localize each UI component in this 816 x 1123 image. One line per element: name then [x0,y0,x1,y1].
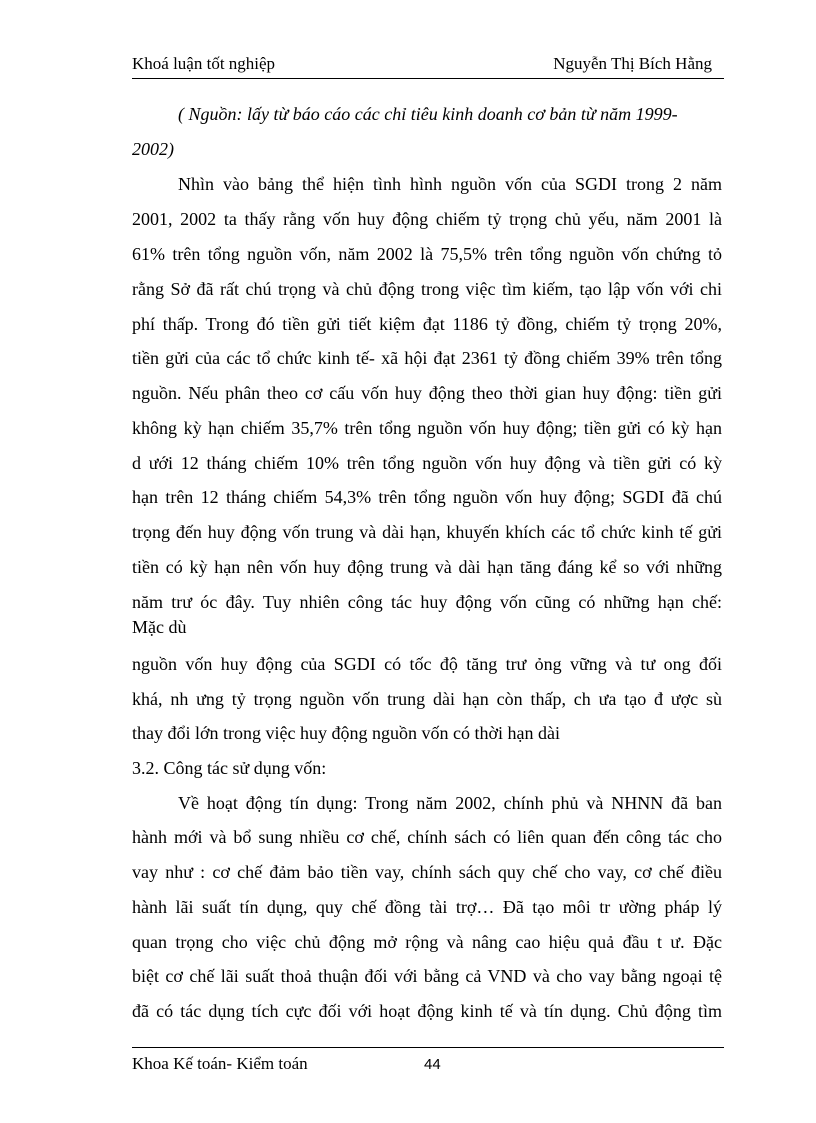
body-line: thay đổi lớn trong việc huy động nguồn vốn có thời hạn dài [132,723,560,743]
body-line: 2001, 2002 ta thấy rằng vốn huy động chiếm tỷ trọng chủ yếu, năm 2001 là [132,209,722,229]
header-author: Nguyễn Thị Bích Hằng [553,54,712,73]
header-thesis-title: Khoá luận tốt nghiệp [132,54,276,73]
body-line: khá, nh ưng tỷ trọng nguồn vốn trung dài hạn còn thấp, ch ưa tạo đ ược sù [132,689,722,709]
body-line: Mặc dù [132,617,187,637]
body-line: nguồn vốn huy động của SGDI có tốc độ tăng trư ỏng vững và tư ong đối [132,654,722,674]
body-line: nguồn. Nếu phân theo cơ cấu vốn huy động theo thời gian huy động: tiền gửi [132,383,722,403]
body-line: năm trư óc đây. Tuy nhiên công tác huy động vốn cũng có những hạn chế: [132,592,722,612]
source-note-line-1: ( Nguồn: lấy từ báo cáo các chỉ tiêu kinh doanh cơ bản từ năm 1999- [178,104,678,124]
body-line: rằng Sở đã rất chú trọng và chủ động trong việc tìm kiếm, tạo lập vốn với chi [132,279,722,299]
body-line: vay như : cơ chế đảm bảo tiền vay, chính sách quy chế cho vay, cơ chế điều [132,862,722,882]
body-line: trọng đến huy động vốn trung và dài hạn, khuyến khích các tổ chức kinh tế gửi [132,522,722,542]
body-line: đã có tác dụng tích cực đối với hoạt động kinh tế và tín dụng. Chủ động tìm [132,1001,722,1021]
body-line: quan trọng cho việc chủ động mở rộng và nâng cao hiệu quả đầu t ư. Đặc [132,932,722,952]
section-heading: 3.2. Công tác sử dụng vốn: [132,758,327,778]
body-line: tiền gửi của các tổ chức kinh tế- xã hội đạt 2361 tỷ đồng chiếm 39% trên tổng [132,348,722,368]
body-line: 61% trên tổng nguồn vốn, năm 2002 là 75,5% trên tổng nguồn vốn chứng tỏ [132,244,722,264]
body-line: Về hoạt động tín dụng: Trong năm 2002, chính phủ và NHNN đã ban [178,793,722,813]
body-line: hạn trên 12 tháng chiếm 54,3% trên tổng nguồn vốn huy động; SGDI đã chú [132,487,722,507]
body-line: không kỳ hạn chiếm 35,7% trên tổng nguồn vốn huy động; tiền gửi có kỳ hạn [132,418,722,438]
body-line: Nhìn vào bảng thể hiện tình hình nguồn vốn của SGDI trong 2 năm [178,174,722,194]
body-line: hành lãi suất tín dụng, quy chế đồng tài trợ… Đã tạo môi tr ường pháp lý [132,897,722,917]
body-line: phí thấp. Trong đó tiền gửi tiết kiệm đạt 1186 tỷ đồng, chiếm tỷ trọng 20%, [132,314,722,334]
body-line: d ưới 12 tháng chiếm 10% trên tổng nguồn vốn huy động và tiền gửi có kỳ [132,453,722,473]
footer-faculty: Khoa Kế toán- Kiểm toán [132,1054,308,1073]
body-line: tiền có kỳ hạn nên vốn huy động trung và dài hạn tăng đáng kể so với những [132,557,722,577]
page-header [132,52,724,79]
page-footer [132,1047,724,1078]
body-line: hành mới và bổ sung nhiều cơ chế, chính sách có liên quan đến công tác cho [132,827,722,847]
body-line: biệt cơ chế lãi suất thoả thuận đối với bằng cả VND và cho vay bằng ngoại tệ [132,966,722,986]
source-note-line-2: 2002) [132,139,174,159]
page-number: 44 [424,1056,441,1073]
